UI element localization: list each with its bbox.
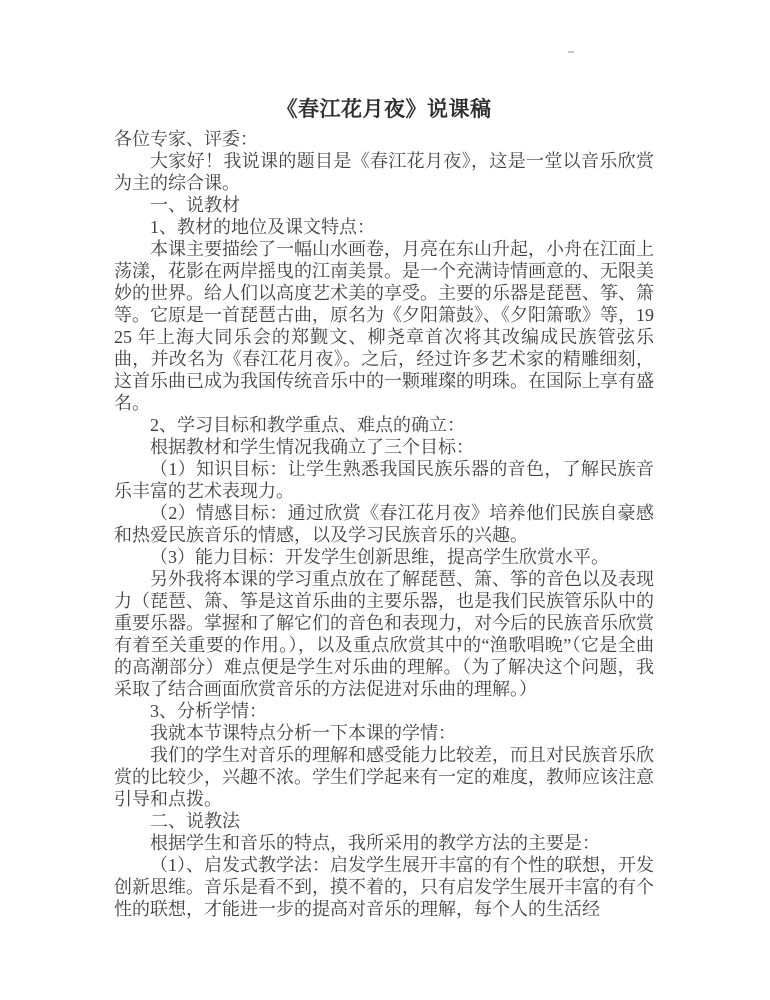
paragraph: 3、分析学情： — [150, 701, 267, 721]
paragraph: （1）知识目标：让学生熟悉我国民族乐器的音色，了解民族音乐丰富的艺术表现力。 — [114, 459, 654, 501]
paragraph: 根据学生和音乐的特点，我所采用的教学方法的主要是： — [150, 833, 600, 853]
paragraph: 各位专家、评委： — [114, 129, 258, 149]
paragraph: 本课主要描绘了一幅山水画卷，月亮在东山升起，小舟在江面上荡漾，花影在两岸摇曳的江南美景。是一个充满诗情画意的、无限美妙的世界。给人们以高度艺术美的享受。主要的乐器是琵琶、筝、箫等。它原是一首琵琶古曲，原名为《夕阳箫鼓》、《夕阳箫歌》等，1925 年上海大同乐会的郑觐文、柳尧章首次将其改编成民族管弦乐曲，并改名为《春江花月夜》。之后，经过许多艺术家的精雕细刻，这首乐曲已成为我国传统音乐中的一颗璀璨的明珠。在国际上享有盛名。 — [114, 239, 654, 413]
paragraph: 一、说教材 — [150, 195, 240, 215]
document-title: 《春江花月夜》说课稿 — [276, 97, 492, 121]
stray-mark — [568, 51, 574, 53]
paragraph: 我们的学生对音乐的理解和感受能力比较差，而且对民族音乐欣赏的比较少，兴趣不浓。学生们学起来有一定的难度，教师应该注意引导和点拨。 — [114, 745, 654, 809]
paragraph: （1）、启发式教学法：启发学生展开丰富的有个性的联想，开发创新思维。音乐是看不到，摸不着的，只有启发学生展开丰富的有个性的联想，才能进一步的提高对音乐的理解，每个人的生活经 — [114, 855, 654, 919]
document-content — [114, 96, 654, 920]
paragraph: 根据教材和学生情况我确立了三个目标： — [150, 437, 474, 457]
paragraph: （2）情感目标：通过欣赏《春江花月夜》培养他们民族自豪感和热爱民族音乐的情感，以及学习民族音乐的兴趣。 — [114, 503, 654, 545]
paragraph: 我就本节课特点分析一下本课的学情： — [150, 723, 456, 743]
paragraph: 2、学习目标和教学重点、难点的确立： — [150, 415, 465, 435]
paragraph: 二、说教法 — [150, 811, 240, 831]
paragraph: （3）能力目标：开发学生创新思维，提高学生欣赏水平。 — [150, 547, 609, 567]
paragraph: 1、教材的地位及课文特点： — [150, 217, 375, 237]
paragraph: 大家好！我说课的题目是《春江花月夜》，这是一堂以音乐欣赏为主的综合课。 — [114, 151, 654, 193]
document-body — [114, 128, 654, 920]
paragraph: 另外我将本课的学习重点放在了解琵琶、箫、筝的音色以及表现力（琵琶、箫、筝是这首乐曲的主要乐器，也是我们民族管乐队中的重要乐器。掌握和了解它们的音色和表现力，对今后的民族音乐欣赏有着至关重要的作用。），以及重点欣赏其中的“渔歌唱晚”（它是全曲的高潮部分）难点便是学生对乐曲的理解。（为了解决这个问题，我采取了结合画面欣赏音乐的方法促进对乐曲的理解。） — [114, 569, 654, 699]
